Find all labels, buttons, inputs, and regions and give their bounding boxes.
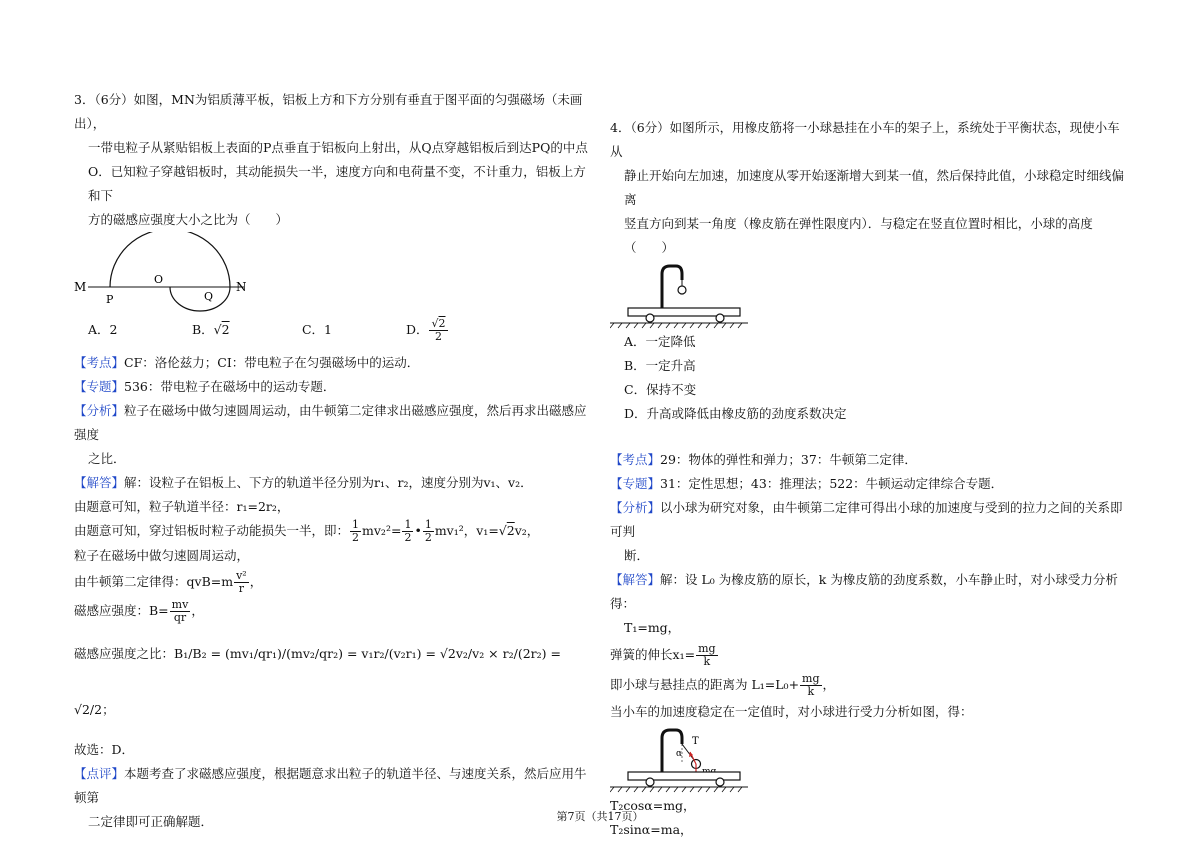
label-T: T xyxy=(692,736,699,747)
q3-fenxi: 【分析】粒子在磁场中做匀速圆周运动，由牛顿第二定律求出磁感应强度，然后再求出磁感应强度 xyxy=(74,403,587,442)
q3-jieda-2: 由题意可知，粒子轨道半径：r₁=2r₂， xyxy=(74,499,290,514)
q3-magnetic-figure xyxy=(74,232,294,314)
label-Q: Q xyxy=(204,290,214,303)
q4-stem-line-2: 静止开始向左加速，加速度从零开始逐渐增大到某一值，然后保持此值，小球稳定时细线偏离 xyxy=(624,168,1125,207)
q3-options xyxy=(88,318,592,343)
q3-zhuanti: 【专题】536：带电粒子在磁场中的运动专题． xyxy=(74,379,336,394)
q3-stem-line-4: 方的磁感应强度大小之比为（ ） xyxy=(88,212,289,227)
q3-stem-line-1: 3．（6分）如图，MN为铝质薄平板，铝板上方和下方分别有垂直于图平面的匀强磁场（未画出）， xyxy=(74,92,583,131)
q3-jieda-3: 由题意可知，穿过铝板时粒子动能损失一半，即： $\frac{1}{2}$ mv₂²= $\frac{1}{2}$ • $\frac{1}{2}$ mv₁²，v₁=√2v₂， xyxy=(74,518,540,544)
q4-cart-figure xyxy=(610,260,750,330)
q4-option-c: C．保持不变 xyxy=(624,382,697,397)
q4-jieda-3: 弹簧的伸长x₁= $\frac{mg}{k}$ xyxy=(610,642,716,668)
label-N: N xyxy=(236,280,247,294)
q4-stem-line-1: 4．（6分）如图所示，用橡皮筋将一小球悬挂在小车的架子上，系统处于平衡状态，现使小车从 xyxy=(610,120,1120,159)
q3-option-c: C．1 xyxy=(301,322,332,337)
q3-jieda-6: 磁感应强度：B= $\frac{mv}{qr}$ ， xyxy=(74,598,204,624)
label-O: O xyxy=(154,273,164,286)
q4-option-d: D．升高或降低由橡皮筋的劲度系数决定 xyxy=(624,406,847,421)
q3-jieda-7: 磁感应强度之比：B₁/B₂ = (mv₁/qr₁)/(mv₂/qr₂) = v₁r₂/(v₂r₁) = √2v₂/v₂ × r₂/(2r₂) = √2/2； xyxy=(74,646,561,717)
q3-stem-line-2: 一带电粒子从紧贴铝板上表面的P点垂直于铝板向上射出，从Q点穿越铝板后到达PQ的中点 xyxy=(88,140,588,155)
q4-jieda-6: T₂cosα=mg， xyxy=(610,798,696,813)
q3-option-d: D． $\frac{√2}{2}$ xyxy=(405,317,446,343)
q4-zhuanti: 【专题】31：定性思想；43：推理法；522：牛顿运动定律综合专题． xyxy=(610,476,1004,491)
q3-dianping: 【点评】本题考查了求磁感应强度，根据题意求出粒子的轨道半径、与速度关系，然后应用牛顿第 xyxy=(74,766,587,805)
q3-fenxi-cont: 之比． xyxy=(88,451,126,466)
q4-jieda-2: T₁=mg， xyxy=(624,620,681,635)
q3-kaodian: 【考点】CF：洛伦兹力；CI：带电粒子在匀强磁场中的运动． xyxy=(74,355,420,370)
q3-stem-line-3: O．已知粒子穿越铝板时，其动能损失一半，速度方向和电荷量不变，不计重力，铝板上方和下 xyxy=(88,164,586,203)
q4-jieda-4: 即小球与悬挂点的距离为 L₁=L₀+ $\frac{mg}{k}$ ， xyxy=(610,672,836,698)
q3-jieda-5: 由牛顿第二定律得：qvB=m $\frac{\text{v²}}{r}$ ， xyxy=(74,569,263,595)
q4-fenxi: 【分析】以小球为研究对象，由牛顿第二定律可得出小球的加速度与受到的拉力之间的关系即可判 xyxy=(610,500,1123,539)
q3-dianping-cont: 二定律即可正确解题． xyxy=(88,814,214,829)
label-alpha: α xyxy=(676,749,683,759)
q3-jieda-4: 粒子在磁场中做匀速圆周运动， xyxy=(74,548,250,563)
label-P: P xyxy=(106,293,114,306)
page-footer: 第7页（共17页） xyxy=(556,810,644,823)
q3-guxuan: 故选：D． xyxy=(74,742,135,757)
q3-option-a: A．2 xyxy=(88,322,118,337)
label-M: M xyxy=(74,280,87,294)
q4-option-a: A．一定降低 xyxy=(624,334,696,349)
q4-jieda: 【解答】解：设 L₀ 为橡皮筋的原长，k 为橡皮筋的劲度系数，小车静止时，对小球受力分析得： xyxy=(610,572,1118,611)
q4-jieda-7: T₂sinα=ma， xyxy=(610,822,693,837)
q3-jieda: 【解答】解：设粒子在铝板上、下方的轨道半径分别为r₁、r₂，速度分别为v₁、v₂． xyxy=(74,475,533,490)
right-column xyxy=(610,116,1130,842)
left-column xyxy=(74,88,592,834)
q4-jieda-5: 当小车的加速度稳定在一定值时，对小球进行受力分析如图，得： xyxy=(610,704,973,719)
q4-stem-line-3: 竖直方向到某一角度（橡皮筋在弹性限度内）．与稳定在竖直位置时相比，小球的高度（ ） xyxy=(624,216,1093,255)
q4-kaodian: 【考点】29：物体的弹性和弹力；37：牛顿第二定律． xyxy=(610,452,917,467)
q3-option-b: B．√2 xyxy=(191,322,230,337)
q4-option-b: B．一定升高 xyxy=(624,358,696,373)
q4-fenxi-cont: 断． xyxy=(624,548,650,563)
q4-force-figure xyxy=(610,724,750,794)
